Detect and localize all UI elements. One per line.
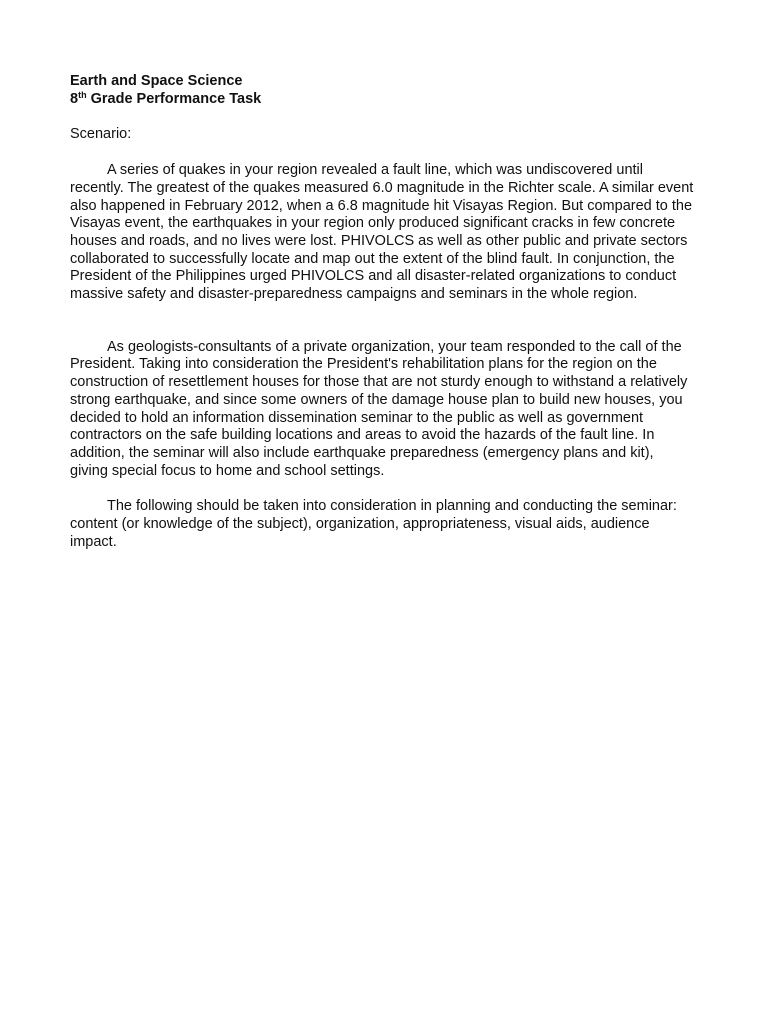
- scenario-paragraph-2: As geologists-consultants of a private organization, your team responded to the call of the President. Taking into consideration the President's rehabilitation plans for the region on the construction of resettlement houses for those that are not sturdy enough to withstand a relatively strong earthquake, and since some owners of the damage house plan to build new houses, you decided to hold an information dissemination seminar to the public as well as government contractors on the safe building locations and areas to avoid the hazards of the fault line. In addition, the seminar will also include earthquake preparedness (emergency plans and kit), giving special focus to home and school settings.: [70, 338, 688, 479]
- scenario-paragraph-3: The following should be taken into consideration in planning and conducting the seminar: content (or knowledge of the subject), organization, appropriateness, visual aids, audience impact.: [70, 498, 677, 550]
- scenario-paragraph-1: A series of quakes in your region revealed a fault line, which was undiscovered until recently. The greatest of the quakes measured 6.0 magnitude in the Richter scale. A similar event also happened in February 2012, when a 6.8 magnitude hit Visayas Region. But compared to the Visayas event, the earthquakes in your region only produced significant cracks in few concrete houses and roads, and no lives were lost. PHIVOLCS as well as other public and private sectors collaborated to successfully locate and map out the extent of the blind fault. In conjunction, the President of the Philippines urged PHIVOLCS and all disaster-related organizations to conduct massive safety and disaster-preparedness campaigns and seminars in the whole region.: [70, 162, 694, 303]
- scenario-label: Scenario:: [70, 126, 132, 143]
- document-title: Earth and Space Science: [70, 73, 243, 89]
- subtitle-text: Grade Performance Task: [86, 90, 262, 107]
- grade-number: 8: [70, 90, 79, 107]
- grade-ordinal-suffix: th: [78, 89, 87, 100]
- document-page: [70, 73, 695, 551]
- document-subtitle: [70, 91, 695, 109]
